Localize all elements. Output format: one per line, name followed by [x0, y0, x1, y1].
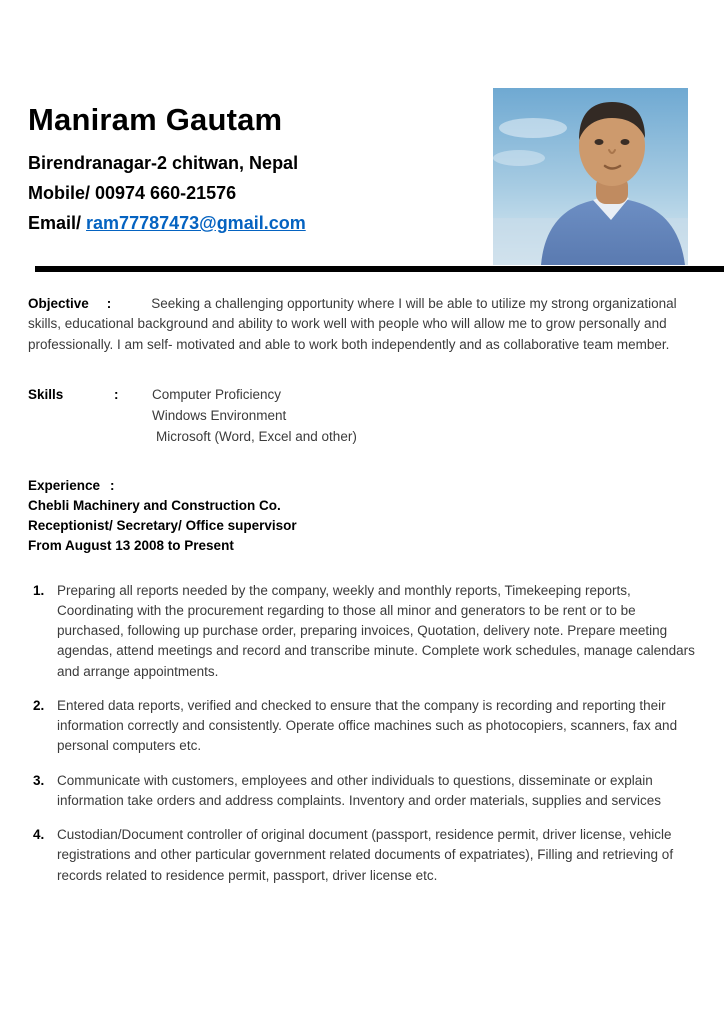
objective-colon: :	[106, 296, 112, 311]
profile-photo-image	[493, 88, 688, 265]
email-line	[28, 208, 478, 238]
objective-section	[28, 294, 698, 355]
experience-label: Experience	[28, 477, 101, 493]
duty-number: 3.	[33, 772, 45, 788]
skills-label: Skills	[28, 386, 64, 402]
duties-list	[28, 581, 698, 886]
duty-number: 1.	[33, 582, 45, 598]
skill-item: Windows Environment	[152, 407, 287, 423]
duty-item	[33, 771, 698, 812]
duty-item	[33, 696, 698, 757]
objective-text: Seeking a challenging opportunity where I will be able to utilize my strong organizational skills, educational background and ability to work well with people who will allow me to grow personally and professionally. I am self- motivated and able to work both independently and as collaborative team member.	[28, 296, 677, 352]
mobile-line	[28, 178, 478, 208]
experience-duration: From August 13 2008 to Present	[28, 538, 234, 554]
experience-company: Chebli Machinery and Construction Co.	[28, 497, 281, 513]
duty-text: Preparing all reports needed by the company, weekly and monthly reports, Timekeeping reports, Coordinating with the procurement regarding to those all minor and generators to be rent or to be purchased, following up purchase order, preparing invoices, Quotation, delivery note. Prepare meeting agendas, attend meetings and record and transcribe minute. Complete work schedules, manage calendars and arrange appointments.	[57, 582, 695, 679]
duty-text: Communicate with customers, employees and other individuals to questions, disseminate or explain information take orders and address complaints. Inventory and order materials, supplies and services	[57, 772, 662, 808]
skills-colon: :	[114, 386, 119, 402]
resume-header	[28, 102, 478, 238]
person-name: Maniram Gautam	[28, 102, 283, 137]
mobile-label: Mobile/	[28, 183, 95, 203]
duty-text: Custodian/Document controller of original document (passport, residence permit, driver license, vehicle registrations and other particular government related documents of expatriates), Filling and retrieving of records related to residence permit, passport, driver license etc.	[57, 827, 674, 883]
duty-text: Entered data reports, verified and checked to ensure that the company is recording and reporting their information correctly and consistently. Operate office machines such as photocopiers, scanners, fax and personal computers etc.	[57, 697, 678, 754]
address-line: Birendranagar-2 chitwan, Nepal	[28, 153, 299, 173]
skill-item: Computer Proficiency	[152, 386, 282, 402]
skill-item: Microsoft (Word, Excel and other)	[156, 428, 357, 444]
email-link[interactable]: ram77787473@gmail.com	[86, 213, 306, 233]
experience-role: Receptionist/ Secretary/ Office supervisor	[28, 518, 297, 534]
objective-label: Objective	[28, 296, 89, 311]
duty-item	[33, 581, 698, 682]
mobile-number: 00974 660-21576	[95, 183, 237, 203]
resume-body	[28, 294, 698, 886]
experience-heading	[28, 476, 698, 496]
skills-section	[28, 385, 698, 448]
skills-list	[152, 385, 357, 448]
duty-item	[33, 825, 698, 886]
experience-colon: :	[110, 477, 115, 493]
duty-number: 2.	[33, 697, 45, 713]
email-label: Email/	[28, 213, 87, 233]
profile-photo	[493, 88, 688, 265]
duty-number: 4.	[33, 827, 45, 843]
header-divider	[35, 266, 724, 272]
experience-section	[28, 476, 698, 557]
